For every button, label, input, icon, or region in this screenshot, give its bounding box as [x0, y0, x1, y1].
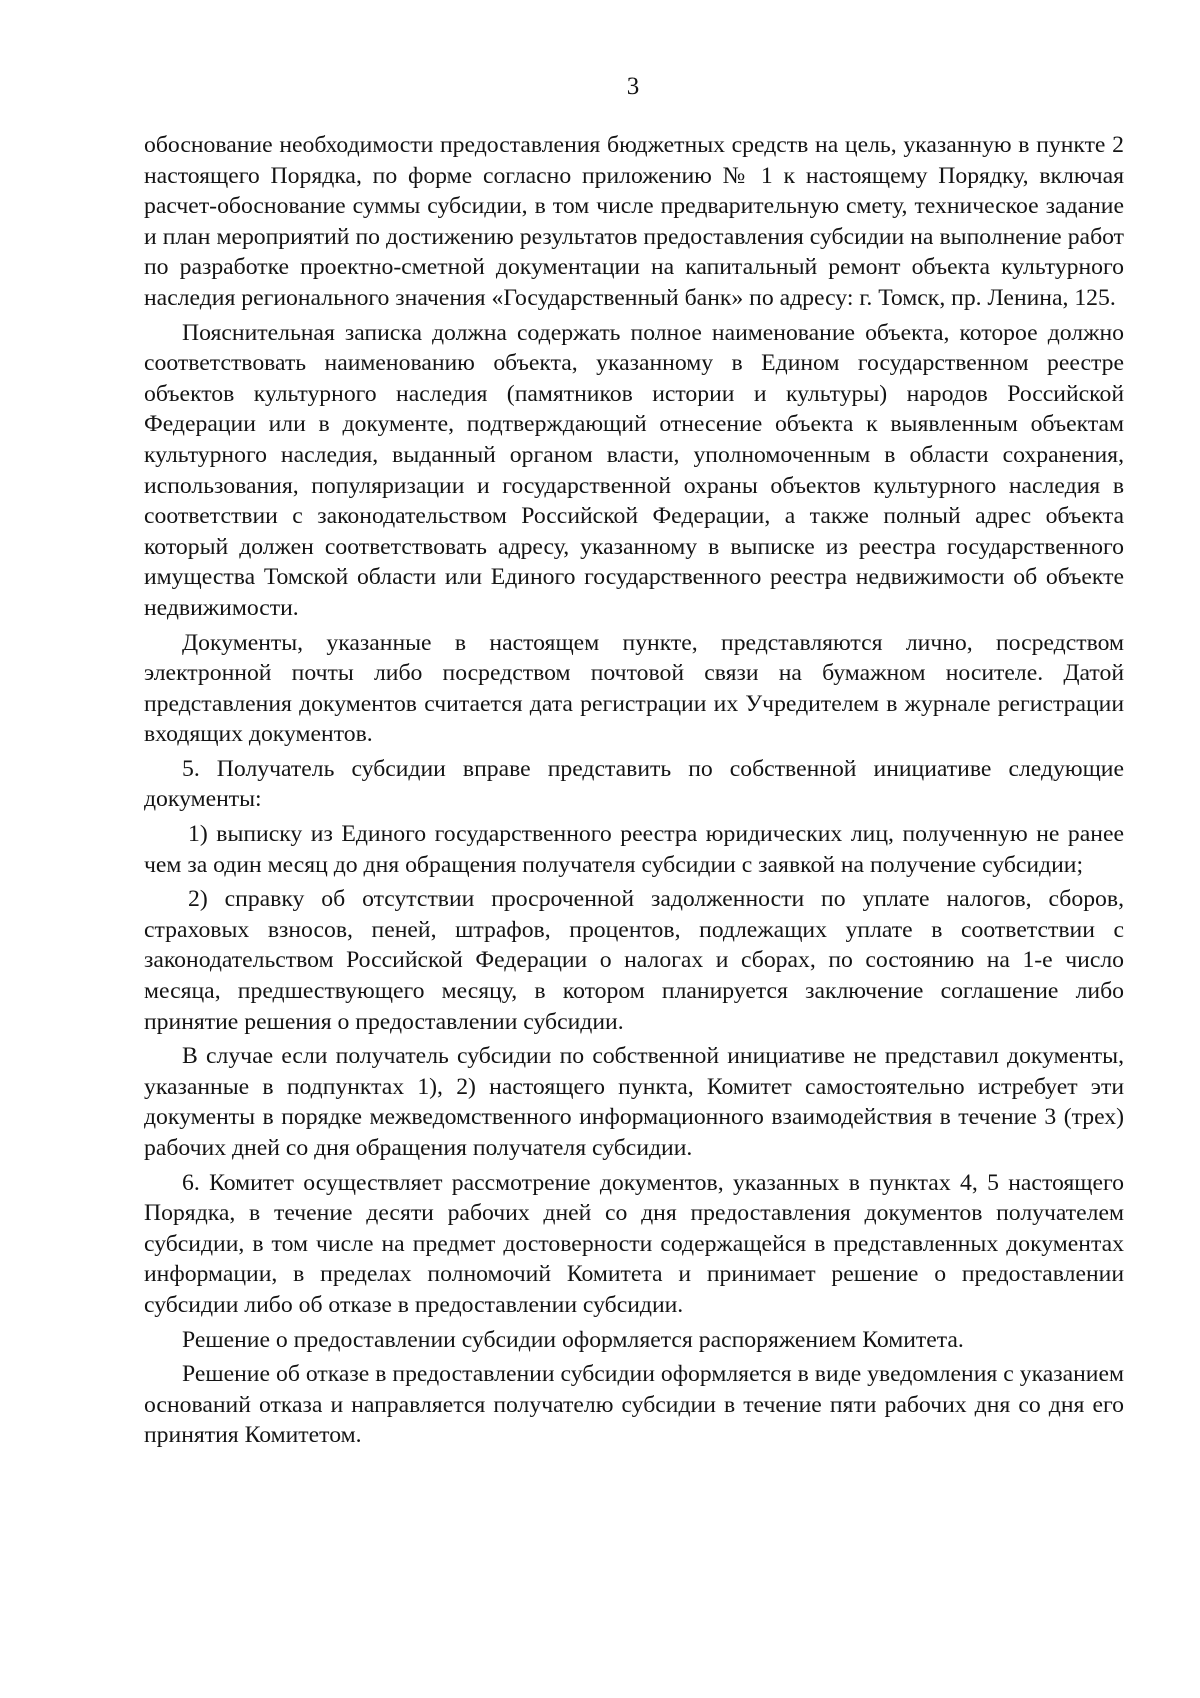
paragraph-justification-continuation: обоснование необходимости предоставления бюджетных средств на цель, указанную в пункте 2 настоящего Порядка, по форме согласно приложению № 1 к настоящему Порядку, включая расчет-обоснование суммы субсидии, в том числе предварительную смету, техническое задание и план мероприятий по достижению результатов предоставления субсидии на выполнение работ по разработке проектно-сметной документации на капитальный ремонт объекта культурного наследия регионального значения «Государственный банк» по адресу: г. Томск, пр. Ленина, 125.: [144, 132, 1124, 311]
paragraph-subitem-2: 2) справку об отсутствии просроченной задолженности по уплате налогов, сборов, страховых взносов, пеней, штрафов, процентов, подлежащих уплате в соответствии с законодательством Российской Федерации о налогах и сборах, по состоянию на 1-е число месяца, предшествующего месяцу, в котором планируется заключение соглашение либо принятие решения о предоставлении субсидии.: [144, 886, 1124, 1035]
paragraph-item-6: 6. Комитет осуществляет рассмотрение документов, указанных в пунктах 4, 5 настоящего Порядка, в течение десяти рабочих дней со дня предоставления документов получателем субсидии, в том числе на предмет достоверности содержащейся в представленных документах информации, в пределах полномочий Комитета и принимает решение о предоставлении субсидии либо об отказе в предоставлении субсидии.: [144, 1169, 1124, 1318]
document-body: [144, 130, 1124, 1455]
paragraph-decision-grant: Решение о предоставлении субсидии оформляется распоряжением Комитета.: [182, 1326, 964, 1353]
paragraph-committee-requests: В случае если получатель субсидии по собственной инициативе не представил документы, указанные в подпунктах 1), 2) настоящего пункта, Комитет самостоятельно истребует эти документы в порядке межведомственного информационного взаимодействия в течение 3 (трех) рабочих дней со дня обращения получателя субсидии.: [144, 1043, 1124, 1161]
paragraph-decision-refusal: Решение об отказе в предоставлении субсидии оформляется в виде уведомления с указанием оснований отказа и направляется получателю субсидии в течение пяти рабочих дня со дня его принятия Комитетом.: [144, 1361, 1124, 1449]
paragraph-subitem-1: 1) выписку из Единого государственного реестра юридических лиц, полученную не ранее чем за один месяц до дня обращения получателя субсидии с заявкой на получение субсидии;: [144, 821, 1124, 878]
paragraph-documents-submission: Документы, указанные в настоящем пункте, представляются лично, посредством электронной почты либо посредством почтовой связи на бумажном носителе. Датой представления документов считается дата регистрации их Учредителем в журнале регистрации входящих документов.: [144, 629, 1124, 748]
paragraph-explanatory-note: Пояснительная записка должна содержать полное наименование объекта, которое должно соответствовать наименованию объекта, указанному в Едином государственном реестре объектов культурного наследия (памятников истории и культуры) народов Российской Федерации или в документе, подтверждающий отнесение объекта к выявленным объектам культурного наследия, выданный органом власти, уполномоченным в области сохранения, использования, популяризации и государственной охраны объектов культурного наследия в соответствии с законодательством Российской Федерации, а также полный адрес объекта который должен соответствовать адресу, указанному в выписке из реестра государственного имущества Томской области или Единого государственного реестра недвижимости об объекте недвижимости.: [144, 319, 1124, 621]
page-number: 3: [626, 73, 640, 100]
paragraph-item-5: 5. Получатель субсидии вправе представить по собственной инициативе следующие документы:: [144, 755, 1124, 813]
